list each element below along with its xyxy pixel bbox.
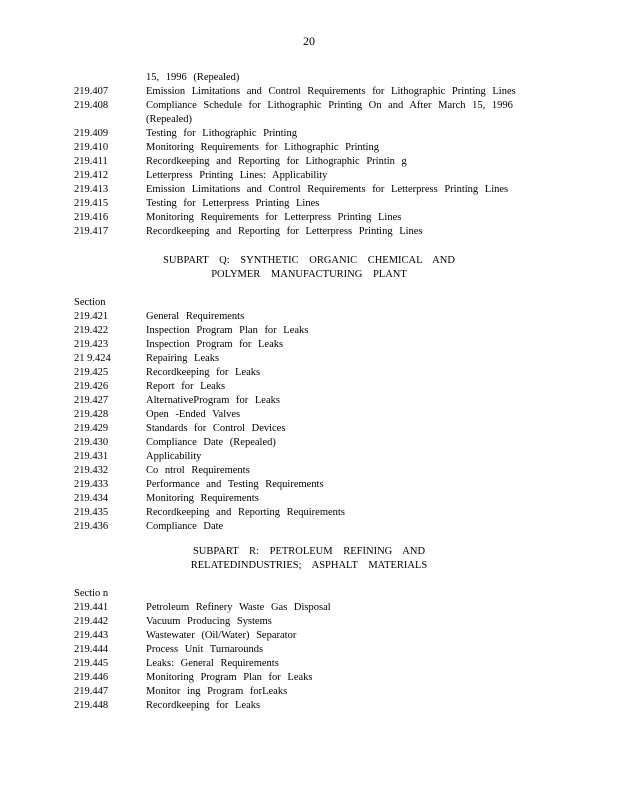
section-number: 21 9.424 <box>74 353 111 364</box>
section-list-subpart-q <box>74 296 544 534</box>
section-row <box>74 183 544 197</box>
section-row <box>74 155 544 169</box>
section-title: General Requirements <box>146 311 245 322</box>
section-title: Vacuum Producing Systems <box>146 616 272 627</box>
subpart-q-line1: SUBPART Q: SYNTHETIC ORGANIC CHEMICAL AND <box>163 255 455 266</box>
section-row <box>74 492 544 506</box>
section-row <box>74 643 544 657</box>
section-number: 219.444 <box>74 644 109 655</box>
section-row <box>74 436 544 450</box>
section-title: Testing for Lithographic Printing <box>146 128 297 139</box>
section-row <box>74 629 544 643</box>
section-title: Compliance Date (Repealed) <box>146 437 276 448</box>
section-number: 219.447 <box>74 686 109 697</box>
section-title: AlternativeProgram for Leaks <box>146 395 280 406</box>
section-list-block1 <box>74 71 544 239</box>
section-number: 219.434 <box>74 493 109 504</box>
section-number: 219.421 <box>74 311 109 322</box>
section-row <box>74 699 544 713</box>
section-number: 219.422 <box>74 325 109 336</box>
section-title: Recordkeeping and Reporting Requirements <box>146 507 345 518</box>
section-title: Monitoring Requirements for Letterpress Printing Lines <box>146 212 402 223</box>
section-number: 219.430 <box>74 437 109 448</box>
section-number: 219.409 <box>74 128 109 139</box>
section-title: Monitor ing Program forLeaks <box>146 686 288 697</box>
subpart-q-heading <box>0 254 618 282</box>
section-title: Monitoring Requirements <box>146 493 259 504</box>
section-row <box>74 99 544 113</box>
section-number: 219.410 <box>74 142 109 153</box>
section-number: 219.442 <box>74 616 109 627</box>
section-row <box>74 671 544 685</box>
section-title: Report for Leaks <box>146 381 226 392</box>
section-title: Wastewater (Oil/Water) Separator <box>146 630 297 641</box>
section-row <box>74 506 544 520</box>
section-number: 219.415 <box>74 198 109 209</box>
section-title: Emission Limitations and Control Requirements for Letterpress Printing Lines <box>146 184 509 195</box>
section-number: 219.407 <box>74 86 109 97</box>
section-number: 219.429 <box>74 423 109 434</box>
section-title: Recordkeeping and Reporting for Letterpress Printing Lines <box>146 226 423 237</box>
section-number: 219.446 <box>74 672 109 683</box>
section-title: Recordkeeping for Leaks <box>146 700 261 711</box>
section-label: Sectio n <box>74 588 109 599</box>
subpart-r-line1: SUBPART R: PETROLEUM REFINING AND <box>192 546 426 557</box>
section-row <box>74 310 544 324</box>
section-title: Leaks: General Requirements <box>146 658 279 669</box>
section-title: Inspection Program for Leaks <box>146 339 284 350</box>
section-row <box>74 211 544 225</box>
section-row <box>74 394 544 408</box>
section-number: 219.431 <box>74 451 109 462</box>
section-row <box>74 450 544 464</box>
section-number: 219.425 <box>74 367 109 378</box>
section-title: Inspection Program Plan for Leaks <box>146 325 309 336</box>
section-title: Letterpress Printing Lines: Applicability <box>146 170 328 181</box>
section-row <box>74 141 544 155</box>
section-title: Repairing Leaks <box>146 353 220 364</box>
section-number: 219.412 <box>74 170 109 181</box>
section-row <box>74 324 544 338</box>
section-title: Testing for Letterpress Printing Lines <box>146 198 320 209</box>
section-number: 219.445 <box>74 658 109 669</box>
section-title: Applicability <box>146 451 202 462</box>
section-number: 219.433 <box>74 479 109 490</box>
section-title: Standards for Control Devices <box>146 423 286 434</box>
section-row <box>74 657 544 671</box>
section-row <box>74 352 544 366</box>
subpart-q-line2: POLYMER MANUFACTURING PLANT <box>211 269 407 280</box>
section-title: Compliance Schedule for Lithographic Printing On and After March 15, 1996 <box>146 100 513 111</box>
section-row <box>74 685 544 699</box>
section-title: Monitoring Requirements for Lithographic Printing <box>146 142 379 153</box>
page-number: 20 <box>303 34 315 48</box>
section-number: 219.435 <box>74 507 109 518</box>
section-number: 219.411 <box>74 156 108 167</box>
section-number: 219.428 <box>74 409 109 420</box>
section-row <box>74 478 544 492</box>
section-row <box>74 338 544 352</box>
section-title: Co ntrol Requirements <box>146 465 250 476</box>
section-number: 219.441 <box>74 602 109 613</box>
subpart-r-heading <box>0 545 618 573</box>
section-row <box>74 615 544 629</box>
subpart-r-line2: RELATEDINDUSTRIES; ASPHALT MATERIALS <box>190 560 428 571</box>
section-title: Petroleum Refinery Waste Gas Disposal <box>146 602 331 613</box>
section-title: Emission Limitations and Control Requirements for Lithographic Printing Lines <box>146 86 516 97</box>
section-number: 219.448 <box>74 700 109 711</box>
section-number: 219.443 <box>74 630 109 641</box>
section-list-subpart-r <box>74 587 544 713</box>
section-number: 219.423 <box>74 339 109 350</box>
section-number: 219.436 <box>74 521 109 532</box>
section-title: Compliance Date <box>146 521 224 532</box>
section-number: 219.408 <box>74 100 109 111</box>
section-title: Recordkeeping for Leaks <box>146 367 261 378</box>
section-row <box>74 127 544 141</box>
section-row <box>74 464 544 478</box>
section-title: Recordkeeping and Reporting for Lithographic Printin g <box>146 156 407 167</box>
section-number: 219.427 <box>74 395 109 406</box>
section-row <box>74 601 544 615</box>
section-row <box>74 225 544 239</box>
section-row <box>74 169 544 183</box>
section-title: Monitoring Program Plan for Leaks <box>146 672 313 683</box>
section-number: 219.417 <box>74 226 109 237</box>
section-row <box>74 408 544 422</box>
continuation-line: 15, 1996 (Repealed) <box>146 72 240 83</box>
section-number: 219.413 <box>74 184 109 195</box>
section-row <box>74 197 544 211</box>
section-row <box>74 380 544 394</box>
section-label: Section <box>74 297 106 308</box>
section-number: 219.432 <box>74 465 109 476</box>
section-title-continuation: (Repealed) <box>146 114 193 125</box>
section-number: 219.426 <box>74 381 109 392</box>
section-title: Process Unit Turnarounds <box>146 644 264 655</box>
section-number: 219.416 <box>74 212 109 223</box>
section-title: Open -Ended Valves <box>146 409 241 420</box>
section-row <box>74 520 544 534</box>
section-row <box>74 422 544 436</box>
section-row <box>74 85 544 99</box>
section-row <box>74 366 544 380</box>
section-title: Performance and Testing Requirements <box>146 479 324 490</box>
